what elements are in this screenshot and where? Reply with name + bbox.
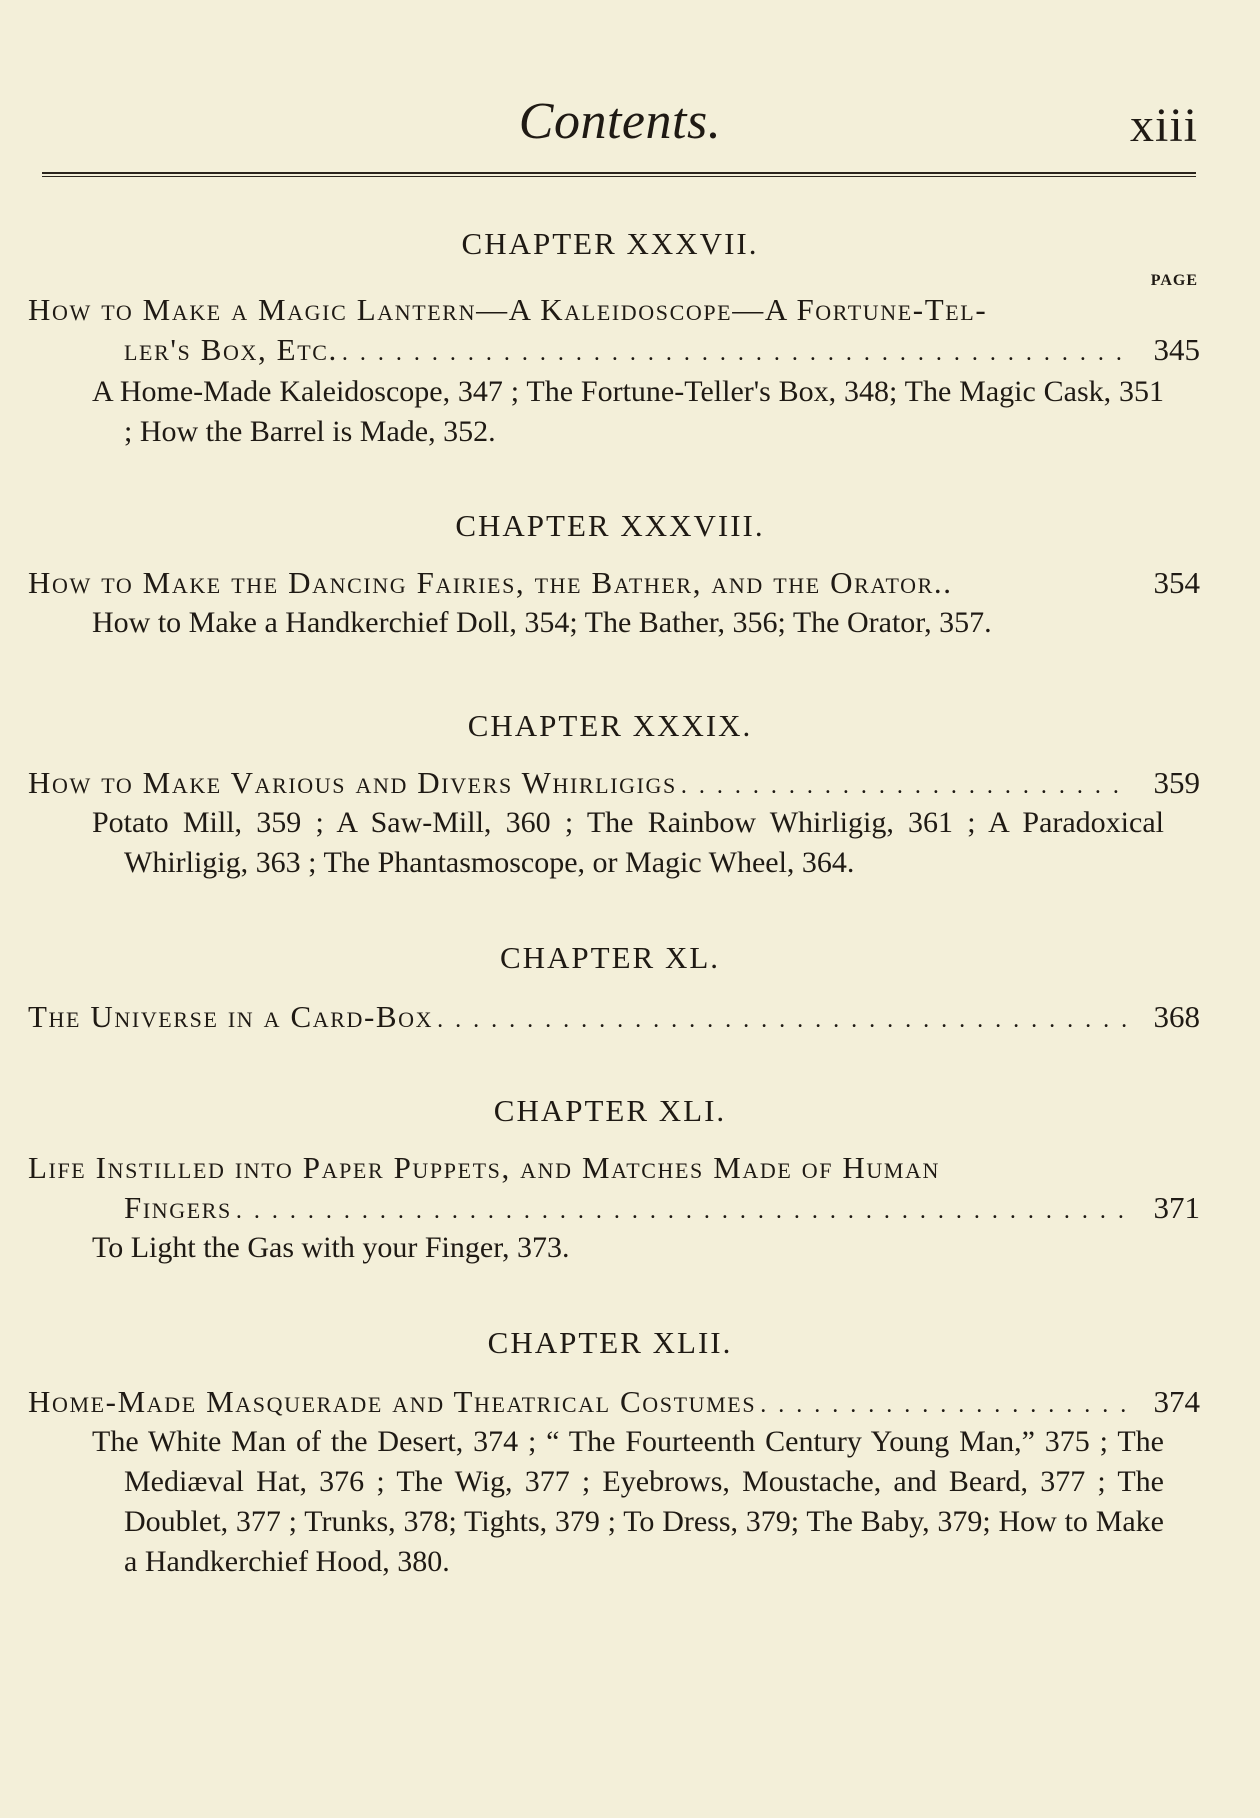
entry-page-number: 354 [1153,565,1200,600]
dot-leader [437,1000,1132,1040]
chapter-heading: CHAPTER XLI. [493,1093,727,1128]
entry-subitems: The White Man of the Desert, 374 ; “ The Fourteenth Century Young Man,” 375 ; The Mediæval Hat, 376 ; The Wig, 377 ; Eyebrows, Moustache, and Beard, 377 ; The Doublet, 377 ; Trunks, 378; Tights, 379 ; To Dress, 379; The Baby, 379; How to Make a Handkerchief Hood, 380. [92,1425,1164,1578]
entry-page-number: 345 [1153,332,1200,367]
chapter-entry [28,1148,1200,1231]
header-rule [42,172,1196,174]
entry-subitems: To Light the Gas with your Finger, 373. [92,1231,570,1264]
chapter-entry [28,563,1200,603]
chapter-heading: CHAPTER XLII. [487,1325,733,1360]
entry-subitems: A Home-Made Kaleidoscope, 347 ; The Fortune-Teller's Box, 348; The Magic Cask, 351 ; How the Barrel is Made, 352. [92,375,1164,448]
entry-title-line1: How to Make the Dancing Fairies, the Bather, and the Orator.. [28,565,953,600]
chapter-entry [28,997,1200,1040]
entry-title-line1: How to Make Various and Divers Whirligigs [28,765,677,800]
chapter-entry [28,290,1200,373]
page-number: xiii [1129,99,1198,152]
dot-leader [760,1385,1132,1425]
entry-title-line1: The Universe in a Card-Box [28,999,434,1034]
entry-subitems: How to Make a Handkerchief Doll, 354; The Bather, 356; The Orator, 357. [92,606,992,639]
entry-page-number: 374 [1153,1384,1200,1419]
chapter-heading: CHAPTER XXXVIII. [455,508,765,543]
chapter-entry [28,1382,1200,1425]
entry-title-line2: ler's Box, Etc. [124,332,338,367]
dot-leader [342,333,1132,373]
dot-leader [681,766,1132,806]
entry-title-line2: Fingers [124,1190,232,1225]
chapter-heading: CHAPTER XXXIX. [467,708,753,743]
entry-page-number: 371 [1153,1190,1200,1225]
chapter-heading: CHAPTER XL. [499,940,721,975]
dot-leader [236,1191,1132,1231]
running-title: Contents. [518,93,722,150]
chapter-heading: CHAPTER XXXVII. [461,226,759,261]
entry-title-line1: How to Make a Magic Lantern—A Kaleidoscope—A Fortune-Tel- [28,292,988,327]
chapter-entry [28,763,1200,806]
entry-title-line1: Home-Made Masquerade and Theatrical Costumes [28,1384,757,1419]
entry-page-number: 368 [1153,999,1200,1034]
header-rule-secondary [42,176,1196,177]
entry-page-number: 359 [1153,765,1200,800]
page-column-label: PAGE [1150,272,1198,289]
entry-title-line1: Life Instilled into Paper Puppets, and Matches Made of Human [28,1150,941,1185]
entry-subitems: Potato Mill, 359 ; A Saw-Mill, 360 ; The Rainbow Whirligig, 361 ; A Paradoxical Whirligig, 363 ; The Phantasmoscope, or Magic Wheel, 364. [92,806,1164,879]
